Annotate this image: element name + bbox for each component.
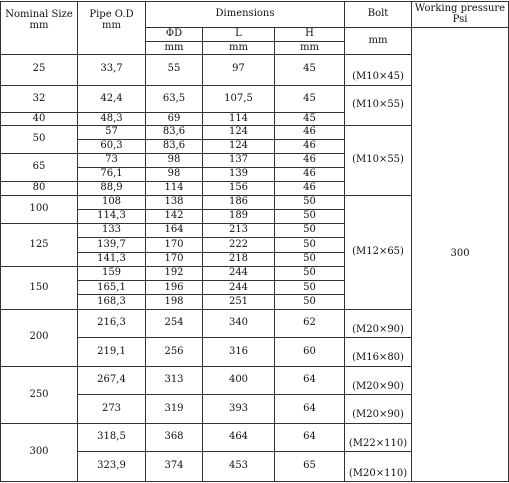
bolt-cell: (M20×90) — [345, 366, 412, 395]
l-cell: 453 — [203, 452, 275, 482]
phi-d-cell: 368 — [146, 423, 203, 452]
bolt-cell: (M10×55) — [345, 126, 412, 195]
nominal-size-cell: 25 — [1, 54, 78, 85]
h-cell: 50 — [275, 238, 345, 252]
header-phi-d: ΦD — [146, 28, 203, 41]
phi-d-cell: 114 — [146, 182, 203, 195]
bolt-cell: (M20×110) — [345, 452, 412, 482]
h-cell: 65 — [275, 452, 345, 482]
phi-d-cell: 98 — [146, 153, 203, 167]
bolt-cell: (M20×90) — [345, 309, 412, 338]
phi-d-cell: 374 — [146, 452, 203, 482]
flange-dimensions-table — [0, 1, 509, 482]
l-cell: 222 — [203, 238, 275, 252]
pipe-od-cell: 133 — [78, 224, 146, 238]
header-working-pressure: Working pressure Psi — [412, 2, 509, 28]
h-cell: 46 — [275, 168, 345, 182]
nominal-size-cell: 250 — [1, 366, 78, 423]
phi-d-cell: 192 — [146, 266, 203, 280]
pipe-od-cell: 273 — [78, 395, 146, 424]
pipe-od-cell: 88,9 — [78, 182, 146, 195]
h-cell: 50 — [275, 295, 345, 309]
pipe-od-cell: 168,3 — [78, 295, 146, 309]
l-cell: 114 — [203, 113, 275, 126]
l-cell: 156 — [203, 182, 275, 195]
h-cell: 45 — [275, 85, 345, 113]
l-cell: 186 — [203, 195, 275, 209]
h-cell: 50 — [275, 195, 345, 209]
h-cell: 46 — [275, 126, 345, 139]
h-cell: 50 — [275, 252, 345, 266]
pipe-od-cell: 318,5 — [78, 423, 146, 452]
phi-d-cell: 83,6 — [146, 139, 203, 153]
pipe-od-cell: 267,4 — [78, 366, 146, 395]
phi-d-cell: 313 — [146, 366, 203, 395]
bolt-cell: (M12×65) — [345, 195, 412, 309]
bolt-cell: (M16×80) — [345, 338, 412, 367]
bolt-cell: (M22×110) — [345, 423, 412, 452]
nominal-size-cell: 150 — [1, 266, 78, 309]
pipe-od-cell: 60,3 — [78, 139, 146, 153]
pipe-od-cell: 323,9 — [78, 452, 146, 482]
l-cell: 97 — [203, 54, 275, 85]
l-cell: 400 — [203, 366, 275, 395]
header-dimensions: Dimensions — [146, 2, 345, 28]
pipe-od-cell: 33,7 — [78, 54, 146, 85]
pipe-od-cell: 159 — [78, 266, 146, 280]
h-cell: 64 — [275, 423, 345, 452]
phi-d-cell: 83,6 — [146, 126, 203, 139]
header-pipe-od: Pipe O.D mm — [78, 2, 146, 55]
h-cell: 50 — [275, 224, 345, 238]
phi-d-cell: 164 — [146, 224, 203, 238]
pipe-od-cell: 114,3 — [78, 209, 146, 223]
phi-d-cell: 170 — [146, 238, 203, 252]
h-cell: 46 — [275, 182, 345, 195]
pipe-od-cell: 219,1 — [78, 338, 146, 367]
phi-d-cell: 142 — [146, 209, 203, 223]
unit-h: mm — [275, 41, 345, 54]
header-bolt: Bolt — [345, 2, 412, 28]
l-cell: 316 — [203, 338, 275, 367]
nominal-size-cell: 40 — [1, 113, 78, 126]
nominal-size-cell: 32 — [1, 85, 78, 113]
l-cell: 107,5 — [203, 85, 275, 113]
l-cell: 218 — [203, 252, 275, 266]
nominal-size-cell: 65 — [1, 153, 78, 182]
phi-d-cell: 98 — [146, 168, 203, 182]
pipe-od-cell: 139,7 — [78, 238, 146, 252]
h-cell: 64 — [275, 366, 345, 395]
h-cell: 62 — [275, 309, 345, 338]
h-cell: 50 — [275, 266, 345, 280]
header-h: H — [275, 28, 345, 41]
nominal-size-cell: 80 — [1, 182, 78, 195]
unit-l: mm — [203, 41, 275, 54]
nominal-size-cell: 200 — [1, 309, 78, 366]
working-pressure-value: 300 — [412, 28, 509, 482]
bolt-cell: (M20×90) — [345, 395, 412, 424]
header-bolt-unit: mm — [345, 28, 412, 54]
nominal-size-cell: 50 — [1, 126, 78, 154]
pipe-od-cell: 108 — [78, 195, 146, 209]
phi-d-cell: 138 — [146, 195, 203, 209]
h-cell: 60 — [275, 338, 345, 367]
l-cell: 213 — [203, 224, 275, 238]
phi-d-cell: 196 — [146, 281, 203, 295]
l-cell: 244 — [203, 266, 275, 280]
phi-d-cell: 170 — [146, 252, 203, 266]
h-cell: 50 — [275, 209, 345, 223]
h-cell: 64 — [275, 395, 345, 424]
unit-phi-d: mm — [146, 41, 203, 54]
header-l: L — [203, 28, 275, 41]
l-cell: 139 — [203, 168, 275, 182]
l-cell: 393 — [203, 395, 275, 424]
h-cell: 50 — [275, 281, 345, 295]
bolt-cell: (M10×55) — [345, 85, 412, 126]
l-cell: 137 — [203, 153, 275, 167]
pipe-od-cell: 48,3 — [78, 113, 146, 126]
pipe-od-cell: 73 — [78, 153, 146, 167]
bolt-cell: (M10×45) — [345, 54, 412, 85]
pipe-od-cell: 42,4 — [78, 85, 146, 113]
phi-d-cell: 254 — [146, 309, 203, 338]
phi-d-cell: 69 — [146, 113, 203, 126]
phi-d-cell: 63,5 — [146, 85, 203, 113]
pipe-od-cell: 57 — [78, 126, 146, 139]
header-nominal-size: Nominal Size mm — [1, 2, 78, 55]
pipe-od-cell: 165,1 — [78, 281, 146, 295]
phi-d-cell: 198 — [146, 295, 203, 309]
l-cell: 464 — [203, 423, 275, 452]
phi-d-cell: 256 — [146, 338, 203, 367]
l-cell: 244 — [203, 281, 275, 295]
nominal-size-cell: 300 — [1, 423, 78, 481]
phi-d-cell: 319 — [146, 395, 203, 424]
phi-d-cell: 55 — [146, 54, 203, 85]
pipe-od-cell: 141,3 — [78, 252, 146, 266]
nominal-size-cell: 125 — [1, 224, 78, 267]
l-cell: 251 — [203, 295, 275, 309]
l-cell: 124 — [203, 139, 275, 153]
h-cell: 46 — [275, 139, 345, 153]
pipe-od-cell: 76,1 — [78, 168, 146, 182]
pipe-od-cell: 216,3 — [78, 309, 146, 338]
h-cell: 45 — [275, 113, 345, 126]
l-cell: 340 — [203, 309, 275, 338]
l-cell: 124 — [203, 126, 275, 139]
nominal-size-cell: 100 — [1, 195, 78, 224]
h-cell: 45 — [275, 54, 345, 85]
l-cell: 189 — [203, 209, 275, 223]
h-cell: 46 — [275, 153, 345, 167]
